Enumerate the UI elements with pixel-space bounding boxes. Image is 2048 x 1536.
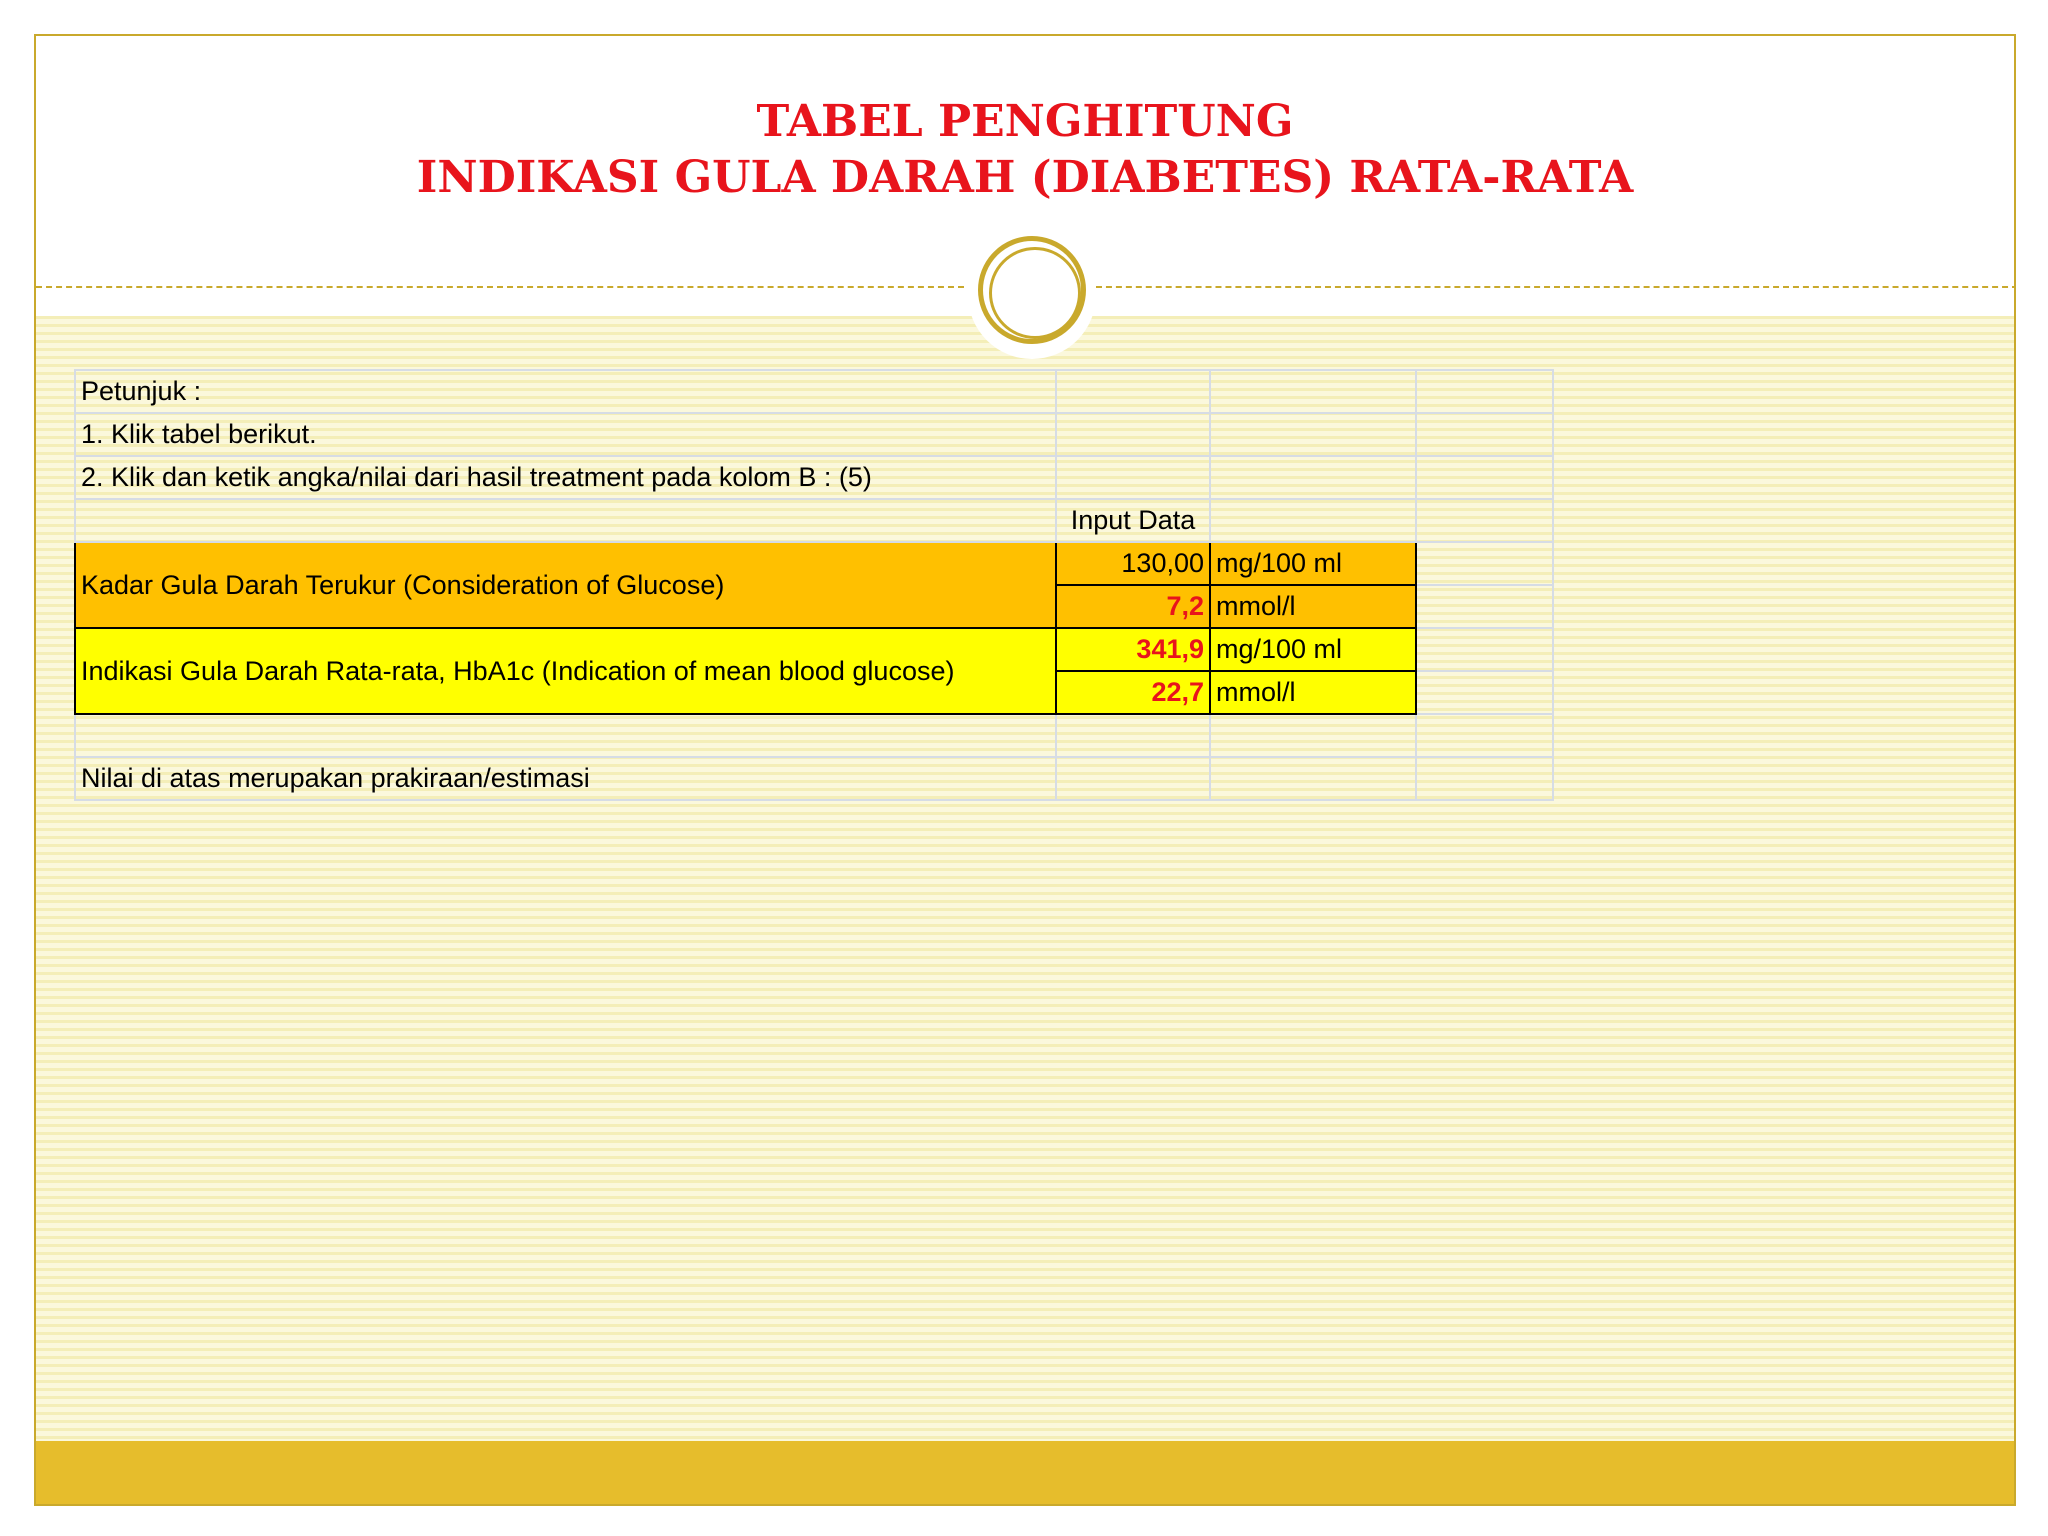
empty-cell[interactable] — [1416, 499, 1553, 542]
empty-cell[interactable] — [1056, 370, 1210, 413]
empty-cell[interactable] — [1210, 714, 1416, 757]
empty-cell[interactable] — [1210, 370, 1416, 413]
input-data-header[interactable]: Input Data — [1056, 499, 1210, 542]
empty-cell[interactable] — [75, 714, 1056, 757]
empty-cell[interactable] — [1416, 671, 1553, 714]
slide-frame — [34, 34, 2016, 1506]
measured-glucose-mmol[interactable]: 7,2 — [1056, 585, 1210, 628]
empty-cell[interactable] — [1416, 542, 1553, 585]
empty-cell[interactable] — [1416, 585, 1553, 628]
empty-cell[interactable] — [1210, 456, 1416, 499]
empty-cell[interactable] — [1210, 499, 1416, 542]
table-row — [75, 757, 1553, 800]
empty-cell[interactable] — [1416, 714, 1553, 757]
empty-cell[interactable] — [1056, 757, 1210, 800]
table-row — [75, 499, 1553, 542]
glucose-calculator-table — [74, 369, 1554, 801]
empty-cell[interactable] — [1210, 413, 1416, 456]
empty-cell[interactable] — [1056, 456, 1210, 499]
table-row — [75, 413, 1553, 456]
empty-cell[interactable] — [1416, 628, 1553, 671]
table-row — [75, 370, 1553, 413]
hba1c-label[interactable]: Indikasi Gula Darah Rata-rata, HbA1c (Indication of mean blood glucose) — [75, 628, 1056, 714]
hba1c-value-mg[interactable]: 341,9 — [1056, 628, 1210, 671]
measured-unit-mg[interactable]: mg/100 ml — [1210, 542, 1416, 585]
slide-title — [36, 94, 2014, 206]
empty-cell[interactable] — [1416, 456, 1553, 499]
hba1c-unit-mmol[interactable]: mmol/l — [1210, 671, 1416, 714]
circle-ornament-icon — [978, 236, 1086, 344]
measured-glucose-input[interactable]: 130,00 — [1056, 542, 1210, 585]
empty-cell[interactable] — [1056, 714, 1210, 757]
empty-cell[interactable] — [1416, 413, 1553, 456]
measured-unit-mmol[interactable]: mmol/l — [1210, 585, 1416, 628]
hba1c-value-mmol[interactable]: 22,7 — [1056, 671, 1210, 714]
empty-cell[interactable] — [1210, 757, 1416, 800]
instruction-step-1[interactable]: 1. Klik tabel berikut. — [75, 413, 1056, 456]
divider-right — [1096, 286, 2016, 288]
empty-cell[interactable] — [1056, 413, 1210, 456]
title-line-2: INDIKASI GULA DARAH (DIABETES) RATA-RATA — [416, 152, 1634, 203]
estimate-note[interactable]: Nilai di atas merupakan prakiraan/estimasi — [75, 757, 1056, 800]
divider-left — [36, 286, 964, 288]
measured-glucose-label[interactable]: Kadar Gula Darah Terukur (Consideration of Glucose) — [75, 542, 1056, 628]
empty-cell[interactable] — [75, 499, 1056, 542]
instruction-heading[interactable]: Petunjuk : — [75, 370, 1056, 413]
empty-cell[interactable] — [1416, 757, 1553, 800]
table-row — [75, 714, 1553, 757]
instruction-step-2[interactable]: 2. Klik dan ketik angka/nilai dari hasil treatment pada kolom B : (5) — [75, 456, 1056, 499]
table-row — [75, 542, 1553, 585]
title-line-1: TABEL PENGHITUNG — [756, 96, 1294, 147]
table-row — [75, 456, 1553, 499]
table-row — [75, 628, 1553, 671]
empty-cell[interactable] — [1416, 370, 1553, 413]
hba1c-unit-mg[interactable]: mg/100 ml — [1210, 628, 1416, 671]
footer-bar — [36, 1441, 2014, 1506]
